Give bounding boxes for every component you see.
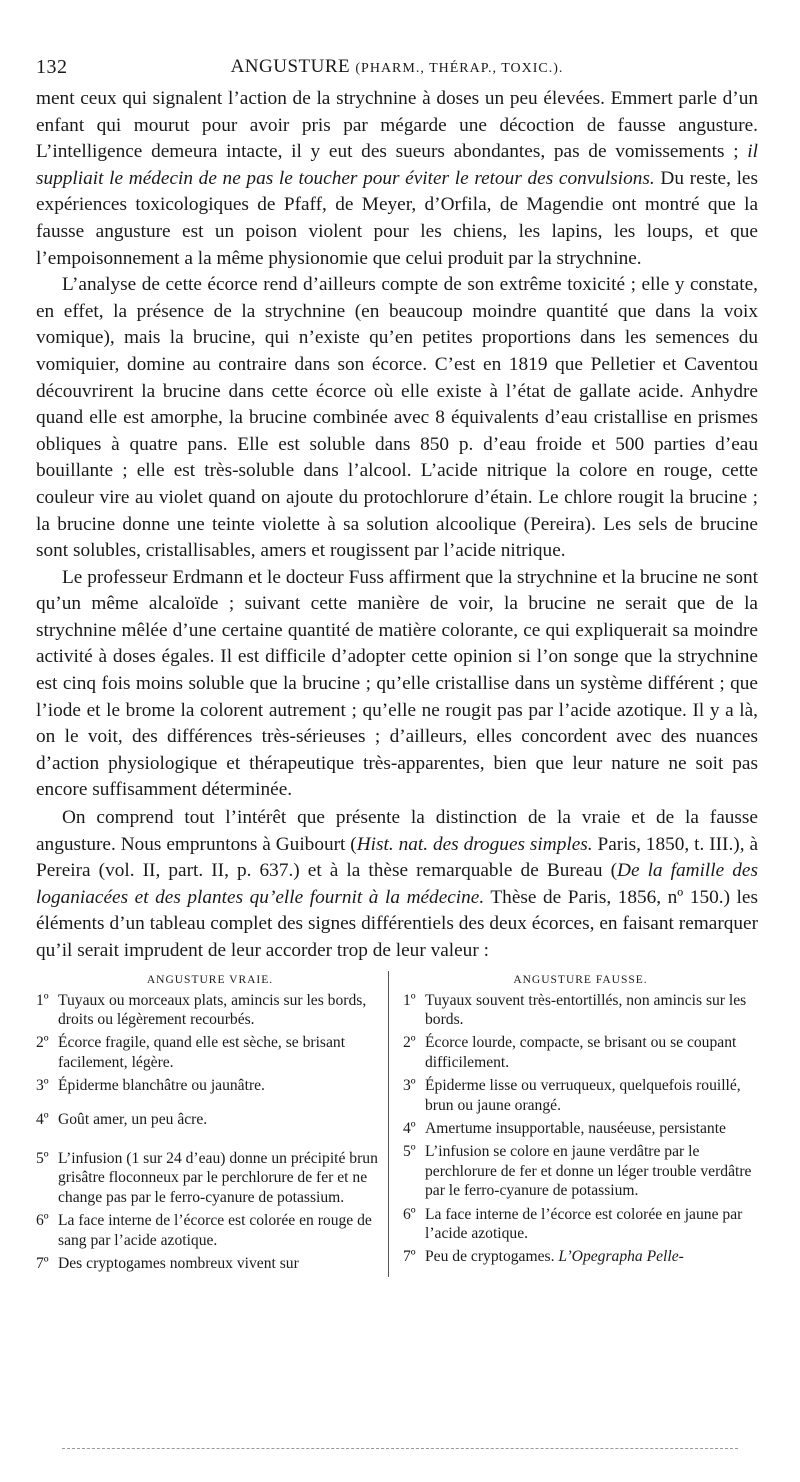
item-number: 5º	[403, 1143, 416, 1161]
table-item	[36, 1254, 384, 1273]
item-number: 5º	[36, 1150, 49, 1168]
table-item	[403, 1247, 758, 1266]
item-text: L’infusion se colore en jaune verdâtre par le perchlorure de fer et donne un léger trouble verdâtre par le ferro-cyanure de potassium.	[425, 1143, 752, 1200]
item-text: Amertume insupportable, nauséeuse, persistante	[425, 1120, 726, 1138]
item-number: 2º	[36, 1034, 49, 1052]
paragraph	[36, 805, 758, 965]
paragraph	[36, 272, 758, 565]
item-number: 2º	[403, 1034, 416, 1052]
item-text: Goût amer, un peu âcre.	[58, 1110, 208, 1128]
item-number: 1º	[36, 991, 49, 1009]
item-number: 7º	[403, 1248, 416, 1266]
italic-text: Hist. nat. des drogues simples.	[356, 833, 593, 855]
item-list	[403, 991, 758, 1267]
running-title	[36, 56, 758, 78]
italic-text: il suppliait le médecin de ne pas le toucher pour éviter le retour des convulsions.	[36, 141, 758, 189]
table-item	[403, 1205, 758, 1244]
table-item	[403, 1119, 758, 1138]
item-number: 4º	[403, 1120, 416, 1138]
text-run: Le professeur Erdmann et le docteur Fuss affirment que la strychnine et la brucine ne sont qu’un même alcaloïde ; suivant cette manière de voir, la brucine ne serait que de la strychnine mêlée d’une certaine quantité de matière colorante, ce qui expliquerait sa moindre activité à doses égales. Il est difficile d’adopter cette opinion si l’on songe que la strychnine est cinq fois moins soluble que la brucine ; qu’elle cristallise dans un système différent ; que l’iode et le brome la colorent autrement ; qu’elle ne rougit pas par l’acide azotique. Il y a là, on le voit, des différences très-sérieuses ; d’ailleurs, elles concordent avec des nuances d’action physiologique et thérapeutique très-apparentes, bien que leur nature ne soit pas encore suffisamment déterminée.	[36, 566, 758, 801]
comparison-table	[36, 971, 758, 1278]
text-run: Thèse de Paris, 1856, nº 150.) les éléments d’un tableau complet des signes différentiels des deux écorces, en faisant remarquer qu’il serait imprudent de leur accorder trop de leur valeur :	[36, 886, 758, 961]
table-item	[36, 1211, 384, 1250]
text-run: ment ceux qui signalent l’action de la strychnine à doses un peu élevées. Emmert parle d’un enfant qui mourut pour avoir pris par mégarde une décoction de fausse angusture. L’intelligence demeura intacte, il y eut des sueurs abondantes, pas de vomissements ;	[36, 88, 758, 163]
column-false-angusture	[388, 971, 758, 1278]
item-number: 3º	[36, 1077, 49, 1095]
item-italic-text: L’Opegrapha Pelle-	[558, 1248, 684, 1266]
text-run: Du reste, les expériences toxicologiques de Pfaff, de Meyer, d’Orfila, de Magendie ont montré que la fausse angusture est un poison violent pour les chiens, les lapins, les loups, et que l’empoisonnement a la même physionomie que celui produit par la strychnine.	[36, 167, 758, 269]
text-run: On comprend tout l’intérêt que présente la distinction de la vraie et de la fausse angusture. Nous empruntons à Guibourt (	[36, 807, 758, 855]
item-text: Épiderme lisse ou verruqueux, quelquefois rouillé, brun ou jaune orangé.	[425, 1077, 741, 1114]
item-number: 4º	[36, 1110, 49, 1128]
paragraph	[36, 565, 758, 804]
item-number: 6º	[403, 1205, 416, 1223]
table-item	[36, 1033, 384, 1072]
item-number: 1º	[403, 991, 416, 1009]
column-true-angusture	[36, 971, 388, 1278]
item-text: Peu de cryptogames.	[425, 1248, 559, 1266]
item-number: 6º	[36, 1212, 49, 1230]
item-list	[36, 991, 384, 1274]
item-text: L’infusion (1 sur 24 d’eau) donne un précipité brun grisâtre floconneux par le perchlorure de fer et ne change pas par le ferro-cyanure de potassium.	[58, 1150, 378, 1206]
item-text: Écorce lourde, compacte, se brisant ou se coupant difficilement.	[425, 1034, 737, 1071]
running-title-main: ANGUSTURE	[230, 56, 351, 77]
item-text: La face interne de l’écorce est colorée en rouge de sang par l’acide azotique.	[58, 1212, 372, 1249]
item-number: 7º	[36, 1255, 49, 1273]
italic-text: De la famille des loganiacées et des plantes qu’elle fournit à la médecine.	[36, 860, 758, 908]
table-item	[403, 1076, 758, 1115]
column-heading: ANGUSTURE VRAIE.	[146, 973, 274, 986]
table-item	[403, 1033, 758, 1072]
table-item	[36, 1076, 384, 1095]
text-run: Paris, 1850, t. III.), à Pereira (vol. II, part. II, p. 637.) et à la thèse remarquable de Bureau (	[36, 833, 758, 882]
text-run: L’analyse de cette écorce rend d’ailleurs compte de son extrême toxicité ; elle y constate, en effet, la présence de la strychnine (en beaucoup moindre quantité que dans la voix vomique), mais la brucine, qui n’existe qu’en petites proportions dans les semences du vomiquier, domine au contraire dans son écorce. C’est en 1819 que Pelletier et Caventou découvrirent la brucine dans cette écorce où elle existe à l’état de gallate acide. Anhydre quand elle est amorphe, la brucine combinée avec 8 équivalents d’eau cristallise en prismes obliques à quatre pans. Elle est soluble dans 850 p. d’eau froide et 500 parties d’eau bouillante ; elle est très-soluble dans l’alcool. L’acide nitrique la colore en rouge, cette couleur vire au violet quand on ajoute du protochlorure d’étain. Le chlore rougit la brucine ; la brucine donne une teinte violette à sa solution alcoolique (Pereira). Les sels de brucine sont solubles, cristallisables, amers et rougissent par l’acide nitrique.	[36, 274, 758, 562]
item-number: 3º	[403, 1077, 416, 1095]
running-title-sub: (PHARM., THÉRAP., TOXIC.).	[355, 61, 564, 76]
table-item	[36, 1149, 384, 1207]
column-heading: ANGUSTURE FAUSSE.	[513, 973, 648, 986]
item-text: La face interne de l’écorce est colorée en jaune par l’acide azotique.	[425, 1205, 743, 1243]
item-text: Épiderme blanchâtre ou jaunâtre.	[58, 1077, 265, 1095]
table-item	[403, 991, 758, 1030]
table-item	[36, 991, 384, 1030]
item-text: Tuyaux ou morceaux plats, amincis sur les bords, droits ou légèrement recourbés.	[58, 991, 367, 1028]
running-head	[36, 56, 758, 86]
body-text	[36, 86, 758, 965]
page-number: 132	[36, 56, 68, 78]
table-item	[36, 1110, 384, 1129]
paragraph	[36, 86, 758, 272]
item-text: Des cryptogames nombreux vivent sur	[58, 1255, 299, 1273]
item-text: Tuyaux souvent très-entortillés, non amincis sur les bords.	[425, 991, 747, 1028]
footer-rule	[62, 1448, 738, 1449]
table-item	[403, 1142, 758, 1200]
item-text: Écorce fragile, quand elle est sèche, se brisant facilement, légère.	[58, 1034, 346, 1071]
